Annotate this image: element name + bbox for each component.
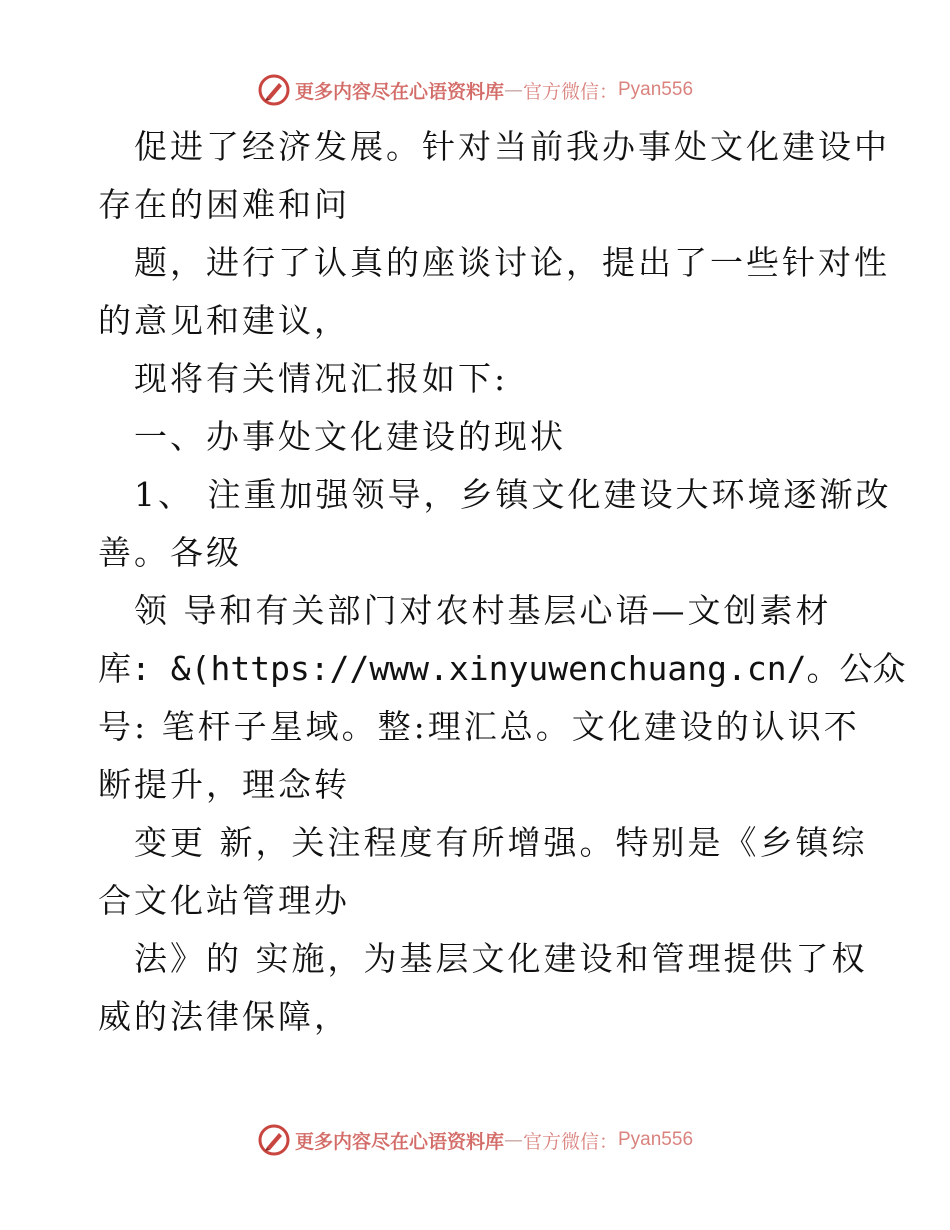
header-watermark xyxy=(0,70,950,110)
footer-wechat-id: Pyan556 xyxy=(618,1129,694,1150)
header-dash: — xyxy=(503,79,523,101)
footer-dash: — xyxy=(503,1129,523,1151)
header-wechat-id: Pyan556 xyxy=(618,79,694,100)
body-line: 善。各级 xyxy=(98,533,242,572)
body-line: 法》的 实施，为基层文化建设和管理提供了权 xyxy=(134,939,868,978)
body-line: 合文化站管理办 xyxy=(98,881,350,920)
body-line: 断提升，理念转 xyxy=(98,765,350,804)
body-line: 存在的困难和问 xyxy=(98,185,350,224)
header-brand: 更多内容尽在心语资料库 xyxy=(294,80,504,103)
body-line: 威的法律保障， xyxy=(98,997,350,1036)
footer-watermark xyxy=(0,1120,950,1160)
document-body xyxy=(98,118,906,1046)
body-line: 领 导和有关部门对农村基层心语—文创素材 xyxy=(134,591,832,630)
footer-wechat-label: 官方微信： xyxy=(522,1130,618,1153)
section-heading: 一、办事处文化建设的现状 xyxy=(134,417,566,456)
pen-badge-icon xyxy=(257,1123,291,1157)
body-line: 的意见和建议， xyxy=(98,301,350,340)
body-line: 促进了经济发展。针对当前我办事处文化建设中 xyxy=(134,127,890,166)
header-wechat-label: 官方微信： xyxy=(522,80,618,103)
body-line: 变更 新，关注程度有所增强。特别是《乡镇综 xyxy=(134,823,868,862)
body-line-url: 库: &(https://www.xinyuwenchuang.cn/。公众 xyxy=(98,649,906,688)
footer-brand: 更多内容尽在心语资料库 xyxy=(294,1130,504,1153)
body-line: 现将有关情况汇报如下: xyxy=(134,359,509,398)
pen-badge-icon xyxy=(257,73,291,107)
body-line: 号: 笔杆子星域。整:理汇总。文化建设的认识不 xyxy=(98,707,860,746)
body-line: 1、 注重加强领导，乡镇文化建设大环境逐渐改 xyxy=(134,475,892,514)
body-line: 题，进行了认真的座谈讨论，提出了一些针对性 xyxy=(134,243,890,282)
